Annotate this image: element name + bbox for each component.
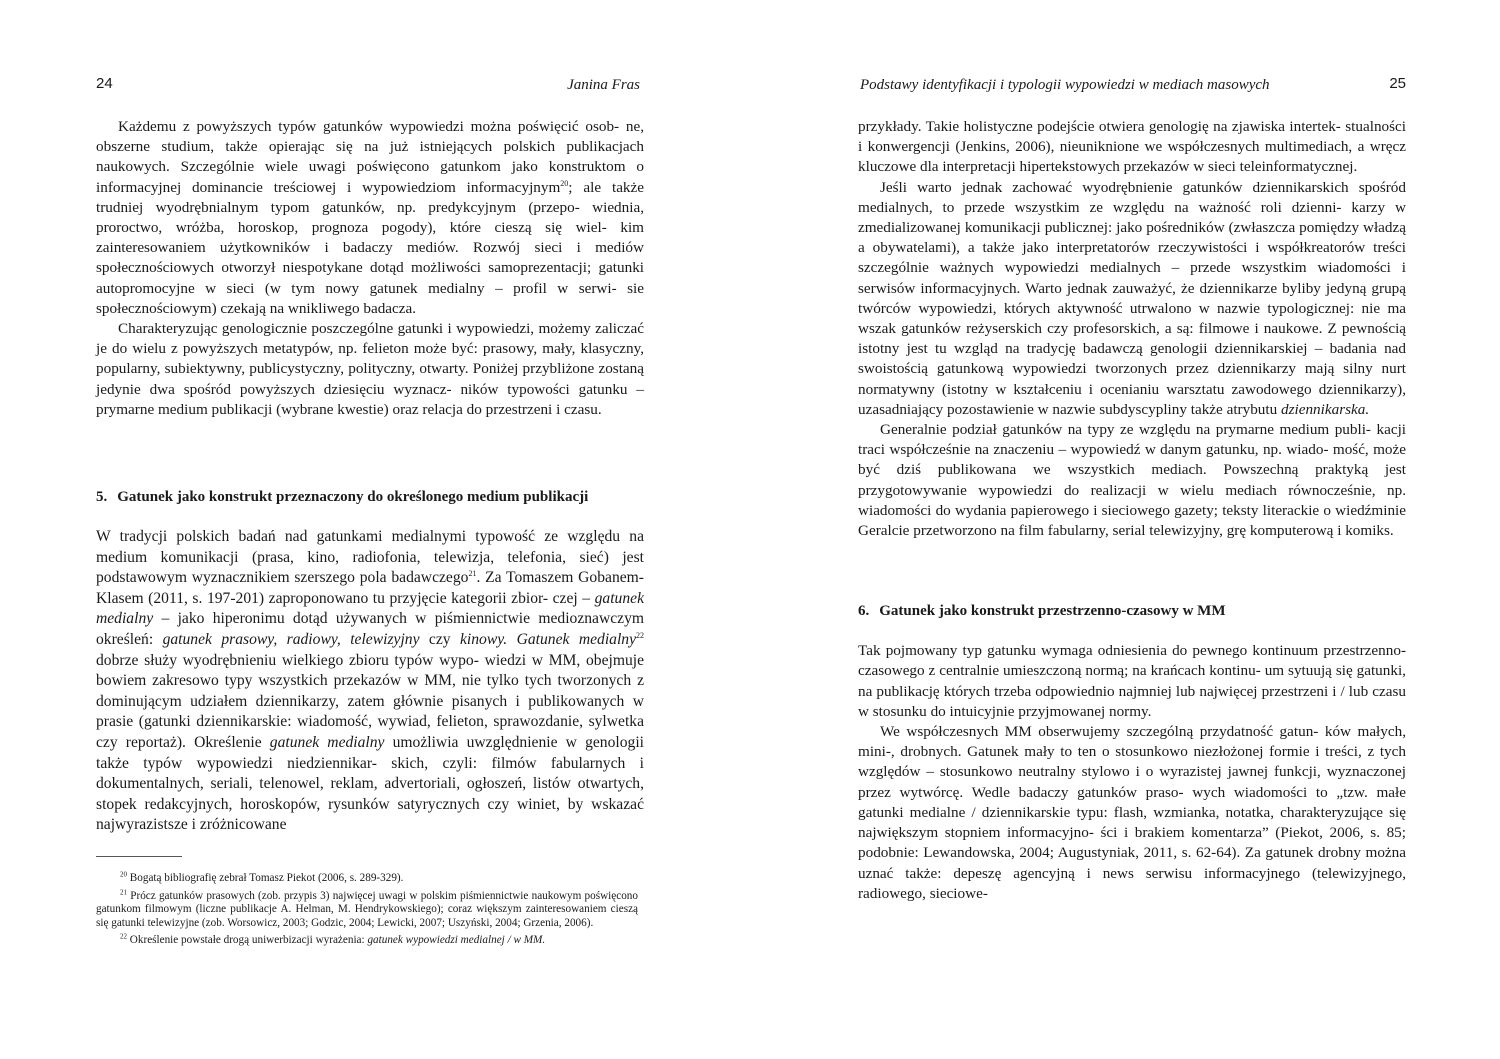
right-page-header (858, 75, 1406, 99)
footnote-ref-22[interactable]: 22 (636, 630, 645, 640)
page-number-right: 25 (1389, 75, 1406, 92)
paragraph: W tradycji polskich badań nad gatunkami medialnymi typowość ze względu na medium komunikacji (prasa, kino, radiofonia, telewizja, telefonia, sieć) jest podstawowym wyznacznikiem szerszego pola badawczego$^{21}$. Za Tomaszem Gobanem-Klasem (2011, s. 197-201) zaproponowano tu przyjęcie kategorii zbior- czej – gatunek medialny – jako hiperonimu dotąd używanych w piśmiennictwie medioznawczym określeń: gatunek prasowy, radiowy, telewizyjny czy kinowy. Gatunek medialny$^{22}$ dobrze służy wyodrębnieniu wielkiego zbioru typów wypo- wiedzi w MM, obejmuje bowiem zakresowo typy wszystkich przekazów w MM, nie tylko tych tworzonych z dominującym udziałem dziennikarzy, zatem głównie pisanych i publikowanych w prasie (gatunki dziennikarskie: wiadomość, wywiad, felieton, sprawozdanie, sylwetka czy reportaż). Określenie gatunek medialny umożliwia uwzględnienie w genologii także typów wypowiedzi niedziennikar- skich, czyli: filmów fabularnych i dokumentalnych, seriali, telenowel, reklam, advertoriali, ogłoszeń, listów otwartych, stopek redakcyjnych, horoskopów, rysunków satyrycznych czy winiet, by wskazać najwyrazistsze i zróżnicowane (96, 528, 645, 834)
left-page-body (96, 117, 644, 836)
section-heading-5: 5. Gatunek jako konstrukt przeznaczony do określonego medium publikacji (96, 489, 589, 506)
paragraph: Charakteryzując genologicznie poszczególne gatunki i wypowiedzi, możemy zaliczać je do wielu z powyższych metatypów, np. felieton może być: prasowy, mały, klasyczny, popularny, subiektywny, publicystyczny, polityczny, otwarty. Poniżej przybliżone zostaną jedynie dwa spośród powyższych dziesięciu wyznacz- ników typowości gatunku – prymarne medium publikacji (wybrane kwestie) oraz relacja do przestrzeni i czasu. (96, 320, 645, 418)
running-head-author: Janina Fras (567, 77, 640, 93)
footnotes (96, 872, 638, 952)
right-page (858, 0, 1406, 1059)
running-head-title: Podstawy identyfikacji i typologii wypowiedzi w mediach masowych (860, 77, 1270, 93)
footnote-22: $^{22}$ Określenie powstałe drogą uniwerbizacji wyrażenia: gatunek wypowiedzi medialnej / w MM. (120, 932, 546, 947)
paragraph: Każdemu z powyższych typów gatunków wypowiedzi można poświęcić osob- ne, obszerne studium, także opierając się na już istniejących polskich publikacjach naukowych. Szczególnie wiele uwagi poświęcono gatunkom jako konstruktom o informacyjnej dominancie treściowej i wypowiedziom informacyjnym$^{20}$; ale także trudniej wyodrębnialnym typom gatunków, np. predykcyjnym (przepo- wiednia, proroctwo, wróżba, horoskop, prognoza pogody), które cieszą się wiel- kim zainteresowaniem użytkowników i badaczy mediów. Rozwój sieci i mediów społecznościowych otworzył niespotykane dotąd możliwości samoprezentacji; gatunki autopromocyjne w sieci (w tym nowy gatunek medialny – profil w serwi- sie społecznościowym) czekają na wnikliwego badacza. (96, 118, 645, 317)
paragraph: przykłady. Takie holistyczne podejście otwiera genologię na zjawiska intertek- stualności i konwergencji (Jenkins, 2006), nieuniknione we współczesnych multimediach, a wręcz kluczowe dla interpretacji hipertekstowych przekazów w sieci teleinformatycznej. (858, 118, 1407, 176)
paragraph: Jeśli warto jednak zachować wyodrębnienie gatunków dziennikarskich spośród medialnych, to przede wszystkim ze względu na ważność roli dzienni- karzy w zmedializowanej komunikacji publicznej: jako pośredników (zwłaszcza pomiędzy władzą a obywatelami), a także jako interpretatorów rzeczywistości i współkreatorów treści szczególnie ważnych wypowiedzi medialnych – przede wszystkim wiadomości i serwisów informacyjnych. Warto jednak zauważyć, że dziennikarze byliby jedyną grupą twórców wypowiedzi, których aktywność utrwalono w nazwie typologicznej: nie ma wszak gatunków reżyserskich czy profesorskich, a są: filmowe i naukowe. Z pewnością istotny jest tu wzgląd na tradycję badawczą genologii dziennikarskiej – badania nad swoistością gatunkową wypowiedzi tworzonych przez dziennikarzy mają silny nurt normatywny (istotny w kształceniu i ocenianiu warsztatu zawodowego dziennikarzy), uzasadniający pozostawienie w nazwie subdyscypliny także atrybutu dziennikarska. (858, 178, 1407, 418)
footnote-ref-20[interactable]: 20 (560, 178, 569, 188)
page-number-left: 24 (96, 75, 113, 92)
footnote-ref-21[interactable]: 21 (468, 569, 477, 579)
paragraph: We współczesnych MM obserwujemy szczególną przydatność gatun- ków małych, mini-, drobnych. Gatunek mały to ten o stosunkowo niezłożonej formie i treści, z tych względów – stosunkowo neutralny stylowo i o wyrazistej jawnej funkcji, wyznaczonej przez wytwórcę. Wedle badaczy gatunków praso- wych wiadomości to „tzw. małe gatunki medialne / dziennikarskie typu: flash, wzmianka, notatka, charakteryzujące się największym stopniem informacyjno- ści i brakiem komentarza” (Piekot, 2006, s. 85; podobnie: Lewandowska, 2004; Augustyniak, 2011, s. 62-64). Za gatunek drobny można uznać także: depeszę agencyjną i news serwisu informacyjnego (telewizyjnego, radiowego, sieciowe- (858, 723, 1407, 902)
footnote-divider (96, 856, 182, 857)
section-heading-6: 6. Gatunek jako konstrukt przestrzenno-czasowy w MM (858, 603, 1226, 620)
paragraph: Tak pojmowany typ gatunku wymaga odniesienia do pewnego kontinuum przestrzenno-czasowego z centralnie umieszczoną normą; na krańcach kontinu- um sytuują się gatunki, na publikację których trzeba odpowiednio najmniej lub najwięcej przestrzeni i / lub czasu w stosunku do intuicyjnie przyjmowanej normy. (858, 642, 1407, 720)
paragraph: Generalnie podział gatunków na typy ze względu na prymarne medium publi- kacji traci współcześnie na znaczeniu – wypowiedź w danym gatunku, np. wiado- mość, może być dziś publikowana we wszystkich mediach. Powszechną praktyką jest przygotowywanie wypowiedzi do realizacji w wielu mediach równocześnie, np. wiadomości do wydania papierowego i sieciowego gazety; teksty literackie o wiedźminie Geralcie przetworzono na film fabularny, serial telewizyjny, grę komputerową i komiks. (858, 421, 1407, 540)
footnote-20: $^{20}$ Bogatą bibliografię zebrał Tomasz Piekot (2006, s. 289-329). (120, 870, 404, 884)
right-page-body (858, 117, 1406, 904)
left-page-header (96, 75, 644, 99)
left-page (96, 0, 644, 1059)
footnote-21: $^{21}$ Prócz gatunków prasowych (zob. przypis 3) najwięcej uwagi w polskim piśmiennictwie naukowym poświęcono gatunkom filmowym (liczne publikacje A. Helman, M. Hendrykowskiego); coraz większym zainteresowaniem cieszą się gatunki telewizyjne (zob. Worsowicz, 2003; Godzic, 2004; Lewicki, 2007; Uszyński, 2004; Grzenia, 2006). (96, 887, 638, 929)
